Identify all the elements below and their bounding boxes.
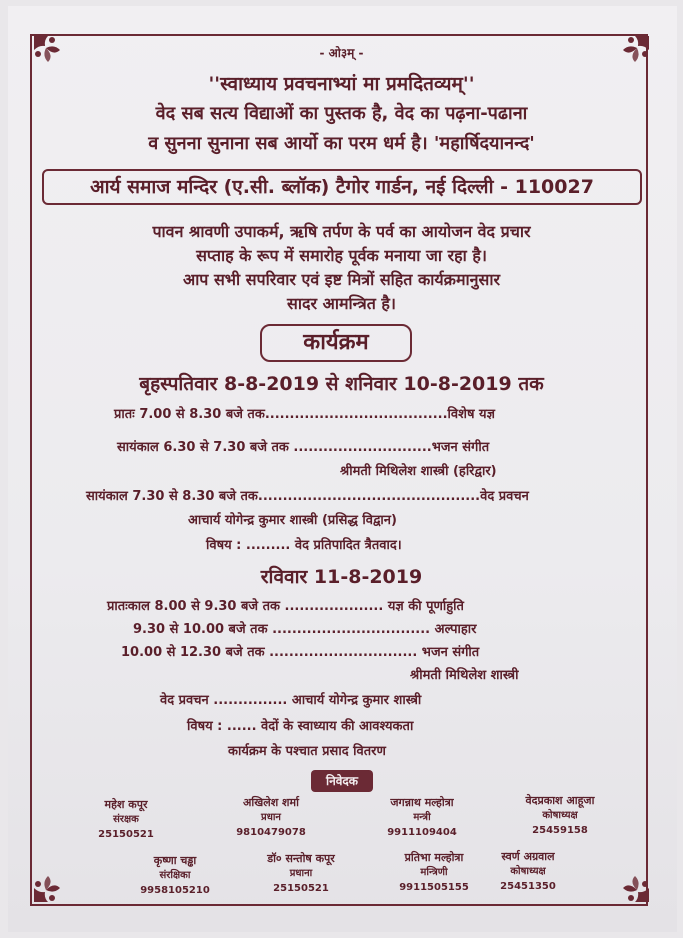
day1-row-3b: आचार्य योगेन्द्र कुमार शास्त्री (प्रसिद्ध विद्वान) xyxy=(188,513,397,528)
day1-row-3c: विषय : ......... वेद प्रतिपादित त्रैतवाद। xyxy=(206,538,402,553)
day2-row-3: 10.00 से 12.30 बजे तक .............................. भजन संगीत xyxy=(121,645,480,660)
invite-line-1: पावन श्रावणी उपाकर्म, ऋषि तर्पण के पर्व का आयोजन वेद प्रचार xyxy=(152,222,531,241)
day2-row-4: वेद प्रवचन ............... आचार्य योगेन्द्र कुमार शास्त्री xyxy=(160,693,422,708)
motto: ''स्वाध्याय प्रवचनाभ्यां मा प्रमदितव्यम्'' xyxy=(208,73,475,95)
corner-ornament-icon xyxy=(617,870,651,904)
nivedak-label: निवेदक xyxy=(311,770,373,792)
day1-heading: बृहस्पतिवार 8-8-2019 से शनिवार 10-8-2019 तक xyxy=(139,373,544,395)
invite-line-4: सादर आमन्त्रित है। xyxy=(287,294,396,313)
signatory: महेश कपूर संरक्षक 25150521 xyxy=(98,798,154,840)
day1-row-1: प्रातः 7.00 से 8.30 बजे तक.....................................विशेष यज्ञ xyxy=(114,407,495,422)
day2-row-5: विषय : ...... वेदों के स्वाध्याय की आवश्यकता xyxy=(187,719,414,734)
day2-heading: रविवार 11-8-2019 xyxy=(260,566,423,588)
day2-row-6: कार्यक्रम के पश्चात प्रसाद वितरण xyxy=(228,744,386,759)
address-box: आर्य समाज मन्दिर (ए.सी. ब्लॉक) टैगोर गार्डन, नई दिल्ली - 110027 xyxy=(42,169,642,205)
om-heading: - ओ३म् - xyxy=(319,46,364,60)
day1-row-3: सायंकाल 7.30 से 8.30 बजे तक.............................................वेद प्रवचन xyxy=(86,489,529,504)
header-line-2: व सुनना सुनाना सब आर्यो का परम धर्म है। 'महार्षिदयानन्द' xyxy=(148,133,535,154)
day1-row-2b: श्रीमती मिथिलेश शास्त्री (हरिद्वार) xyxy=(340,464,497,479)
day1-row-2: सायंकाल 6.30 से 7.30 बजे तक ............................भजन संगीत xyxy=(117,440,490,455)
signatory: प्रतिभा मल्होत्रा मन्त्रिणी 9911505155 xyxy=(399,851,469,893)
day2-row-1: प्रातःकाल 8.00 से 9.30 बजे तक .................... यज्ञ की पूर्णाहुति xyxy=(107,599,464,614)
program-title: कार्यक्रम xyxy=(260,324,412,362)
signatory: वेदप्रकाश आहूजा कोषाध्यक्ष 25459158 xyxy=(525,794,595,836)
signatory: जगन्नाथ मल्होत्रा मन्त्री 9911109404 xyxy=(387,796,457,838)
day2-row-3b: श्रीमती मिथिलेश शास्त्री xyxy=(410,668,519,683)
invite-line-2: सप्ताह के रूप में समारोह पूर्वक मनाया जा रहा है। xyxy=(196,246,487,265)
signatory: अखिलेश शर्मा प्रधान 9810479078 xyxy=(236,796,306,838)
day2-row-2: 9.30 से 10.00 बजे तक ................................ अल्पाहार xyxy=(133,622,477,637)
signatory: स्वर्ण अग्रवाल कोषाध्यक्ष 25451350 xyxy=(500,850,556,892)
signatory: डॉ० सन्तोष कपूर प्रधाना 25150521 xyxy=(267,852,335,894)
signatory: कृष्णा चड्ढा संरक्षिका 9958105210 xyxy=(140,854,210,896)
corner-ornament-icon xyxy=(32,870,66,904)
header-line-1: वेद सब सत्य विद्याओं का पुस्तक है, वेद का पढ़ना-पढाना xyxy=(155,103,528,124)
invite-line-3: आप सभी सपरिवार एवं इष्ट मित्रों सहित कार्यक्रमानुसार xyxy=(182,270,501,289)
